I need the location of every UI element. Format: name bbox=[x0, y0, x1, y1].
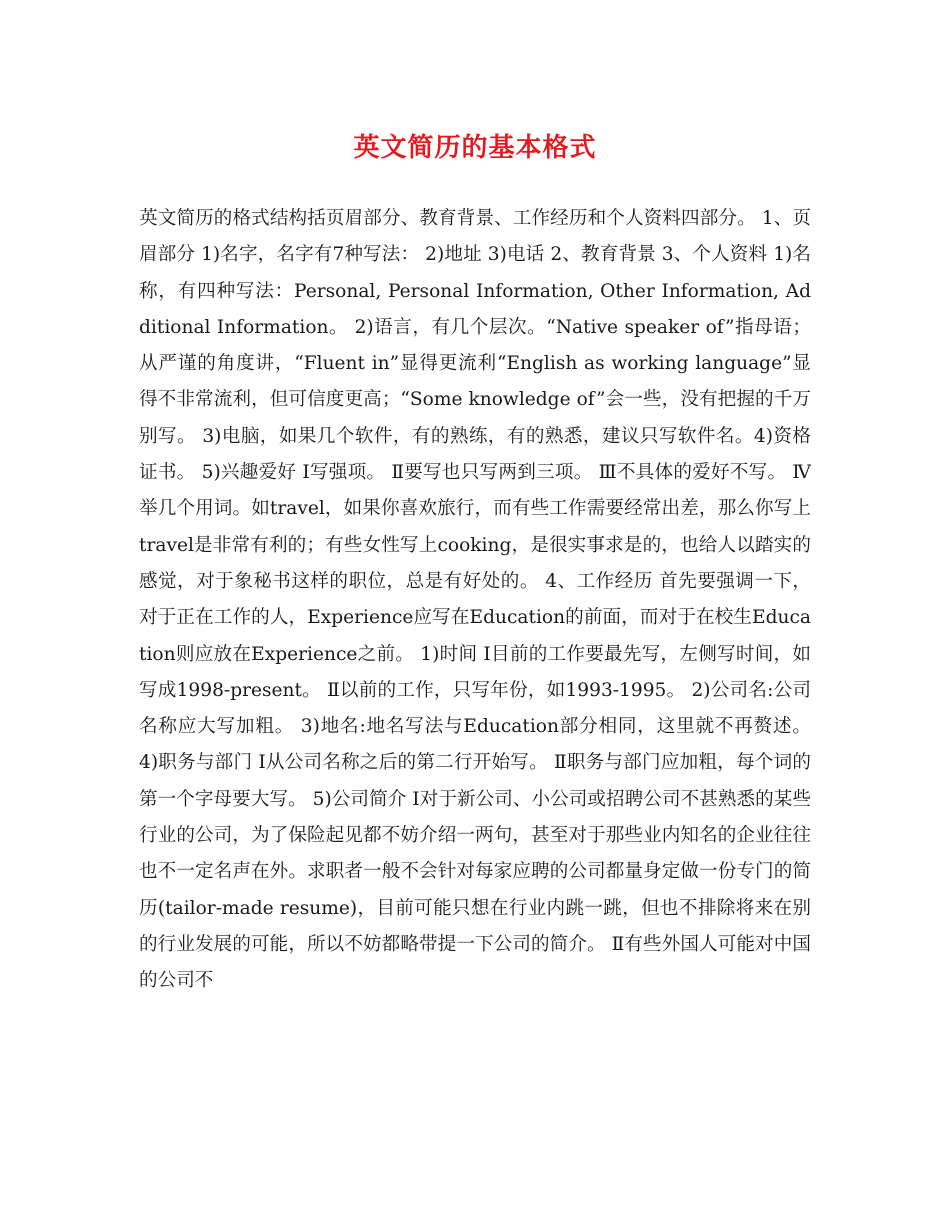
document-body bbox=[139, 201, 811, 1000]
document-title: 英文简历的基本格式 bbox=[353, 133, 597, 163]
body-paragraph: 英文简历的格式结构括页眉部分、教育背景、工作经历和个人资料四部分。 1、页眉部分 1)名字，名字有7种写法： 2)地址 3)电话 2、教育背景 3、个人资料 1)名称，有四种写法：Personal, Personal Information, Other Information, Additional Information。 2)语言，有几个层次。“Native speaker of”指母语；从严谨的角度讲，“Fluent in”显得更流利“English as working language”显得不非常流利，但可信度更高；“Some knowledge of”会一些，没有把握的千万别写。 3)电脑，如果几个软件，有的熟练，有的熟悉，建议只写软件名。4)资格证书。 5)兴趣爱好 Ⅰ写强项。 Ⅱ要写也只写两到三项。 Ⅲ不具体的爱好不写。 Ⅳ举几个用词。如travel，如果你喜欢旅行，而有些工作需要经常出差，那么你写上travel是非常有利的；有些女性写上cooking，是很实事求是的，也给人以踏实的感觉，对于象秘书这样的职位，总是有好处的。 4、工作经历 首先要强调一下，对于正在工作的人，Experience应写在Education的前面，而对于在校生Education则应放在Experience之前。 1)时间 Ⅰ目前的工作要最先写，左侧写时间，如写成1998-present。 Ⅱ以前的工作，只写年份，如1993-1995。 2)公司名:公司名称应大写加粗。 3)地名:地名写法与Education部分相同，这里就不再赘述。 4)职务与部门 Ⅰ从公司名称之后的第二行开始写。 Ⅱ职务与部门应加粗，每个词的第一个字母要大写。 5)公司简介 Ⅰ对于新公司、小公司或招聘公司不甚熟悉的某些行业的公司，为了保险起见都不妨介绍一两句，甚至对于那些业内知名的企业往往也不一定名声在外。求职者一般不会针对每家应聘的公司都量身定做一份专门的简历(tailor-made resume)，目前可能只想在行业内跳一跳，但也不排除将来在别的行业发展的可能，所以不妨都略带提一下公司的简介。 Ⅱ有些外国人可能对中国的公司不 bbox=[139, 208, 811, 992]
